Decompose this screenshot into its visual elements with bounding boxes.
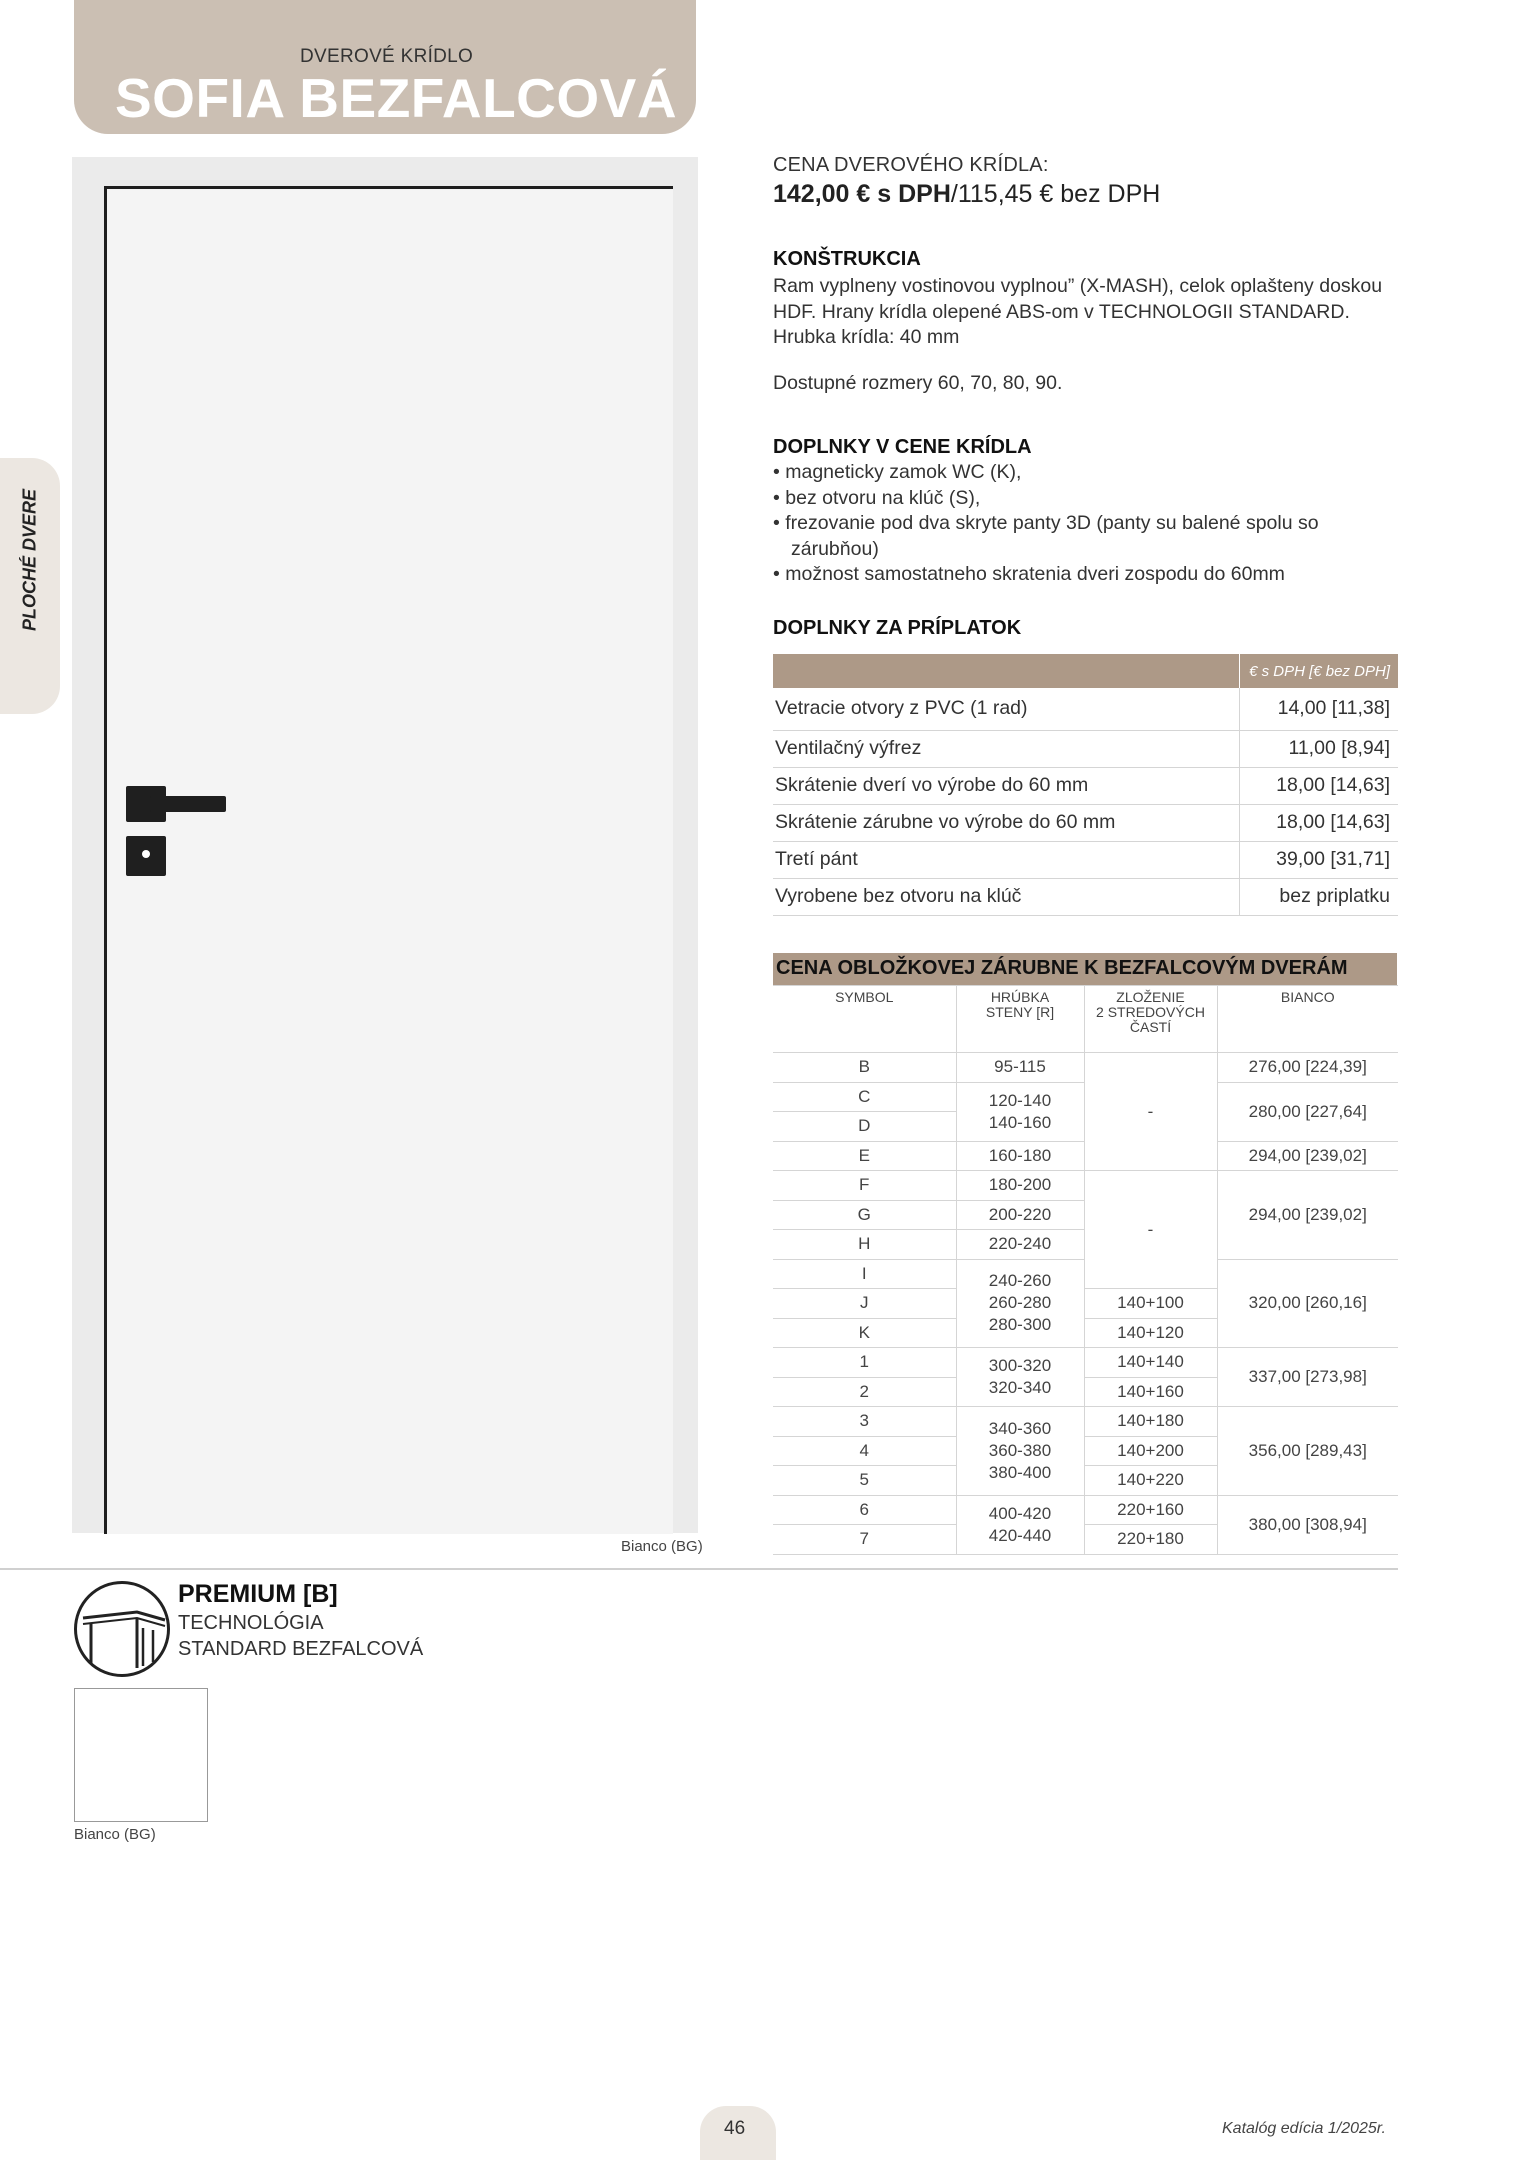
price-without-vat: /115,45 € bez DPH (950, 180, 1161, 208)
page-number: 46 (724, 2118, 746, 2139)
technology-title: PREMIUM [B] (178, 1580, 338, 1608)
surcharge-item: Skrátenie zárubne vo výrobe do 60 mm (773, 804, 1240, 841)
price-cell: 337,00 [273,98] (1217, 1348, 1398, 1407)
thickness-value: 300-320 (988, 1356, 1052, 1375)
thickness-header-line: HRÚBKA (990, 989, 1050, 1005)
composition-cell: 140+200 (1084, 1436, 1217, 1466)
symbol-cell: I (773, 1259, 956, 1289)
table-row (773, 1348, 1398, 1378)
symbol-cell: E (773, 1141, 956, 1171)
surcharge-price: 18,00 [14,63] (1240, 804, 1399, 841)
surcharge-price: 18,00 [14,63] (1240, 767, 1399, 804)
construction-text (773, 274, 1405, 351)
thickness-header-line: STENY [R] (985, 1004, 1055, 1020)
price-cell: 294,00 [239,02] (1217, 1171, 1398, 1260)
symbol-cell: J (773, 1289, 956, 1319)
symbol-cell: C (773, 1082, 956, 1112)
catalog-edition: Katalóg edícia 1/2025r. (1222, 2120, 1386, 2137)
list-item: • možnost samostatneho skratenia dveri zospodu do 60mm (773, 562, 1405, 588)
thickness-cell (956, 1495, 1084, 1554)
composition-cell: 140+100 (1084, 1289, 1217, 1319)
composition-cell: 140+180 (1084, 1407, 1217, 1437)
symbol-cell: F (773, 1171, 956, 1201)
symbol-cell: H (773, 1230, 956, 1260)
included-heading: DOPLNKY V CENE KRÍDLA (773, 436, 1032, 458)
composition-cell: 140+160 (1084, 1377, 1217, 1407)
symbol-cell: 7 (773, 1525, 956, 1555)
symbol-cell: 1 (773, 1348, 956, 1378)
price-cell: 280,00 [227,64] (1217, 1082, 1398, 1141)
construction-heading: KONŠTRUKCIA (773, 248, 921, 270)
thickness-value: 140-160 (988, 1112, 1052, 1132)
door-frame-technology-icon (74, 1581, 170, 1677)
thickness-value: 420-440 (988, 1525, 1052, 1545)
table-row (773, 730, 1398, 767)
list-item: • bez otvoru na klúč (S), (773, 486, 1405, 512)
thickness-cell: 220-240 (956, 1230, 1084, 1260)
thickness-value: 380-400 (988, 1462, 1052, 1482)
table-row (773, 1407, 1398, 1437)
color-column-header: BIANCO (1217, 986, 1398, 1053)
price-label: CENA DVEROVÉHO KRÍDLA: (773, 154, 1049, 176)
composition-cell: 220+180 (1084, 1525, 1217, 1555)
symbol-cell: 5 (773, 1466, 956, 1496)
symbol-cell: 2 (773, 1377, 956, 1407)
table-row (773, 767, 1398, 804)
composition-cell: - (1084, 1171, 1217, 1289)
thickness-cell (956, 1348, 1084, 1407)
thickness-value: 320-340 (988, 1378, 1052, 1397)
composition-cell: 140+220 (1084, 1466, 1217, 1496)
thickness-cell: 200-220 (956, 1200, 1084, 1230)
composition-cell: 220+160 (1084, 1495, 1217, 1525)
thickness-cell: 95-115 (956, 1053, 1084, 1083)
list-item: • frezovanie pod dva skryte panty 3D (panty su balené spolu so zárubňou) (773, 511, 1405, 562)
price-cell: 356,00 [289,43] (1217, 1407, 1398, 1496)
surcharge-price: bez priplatku (1240, 878, 1399, 915)
table-row (773, 841, 1398, 878)
price-cell: 320,00 [260,16] (1217, 1259, 1398, 1348)
table-row (773, 1171, 1398, 1201)
thickness-value: 360-380 (988, 1440, 1052, 1460)
thickness-cell: 180-200 (956, 1171, 1084, 1201)
table-row (773, 804, 1398, 841)
price-column-header: € s DPH [€ bez DPH] (1240, 654, 1399, 688)
surcharge-price: 14,00 [11,38] (1240, 688, 1399, 730)
frame-table-title: CENA OBLOŽKOVEJ ZÁRUBNE K BEZFALCOVÝM DVERÁM (776, 957, 1348, 979)
table-header-row (773, 986, 1398, 1053)
price-with-vat: 142,00 € s DPH (773, 180, 951, 208)
table-row (773, 1053, 1398, 1083)
included-list (773, 460, 1405, 588)
composition-cell: 140+120 (1084, 1318, 1217, 1348)
symbol-cell: K (773, 1318, 956, 1348)
price-cell: 380,00 [308,94] (1217, 1495, 1398, 1554)
available-sizes: Dostupné rozmery 60, 70, 80, 90. (773, 372, 1063, 394)
price-line (773, 180, 1160, 209)
table-row (773, 688, 1398, 730)
header-subtitle: DVEROVÉ KRÍDLO (300, 46, 474, 67)
thickness-cell (956, 1082, 1084, 1141)
composition-header-line: 2 STREDOVÝCH (1096, 1004, 1205, 1020)
construction-thickness: Hrubka krídla: 40 mm (773, 326, 960, 348)
thickness-cell (956, 1259, 1084, 1348)
thickness-cell: 160-180 (956, 1141, 1084, 1171)
thickness-value: 340-360 (988, 1418, 1052, 1438)
thickness-value: 120-140 (988, 1090, 1052, 1110)
thickness-value: 260-280 (988, 1293, 1052, 1313)
symbol-cell: 3 (773, 1407, 956, 1437)
table-row (773, 878, 1398, 915)
table-row (773, 1495, 1398, 1525)
thickness-column-header (956, 986, 1084, 1053)
table-header-row (773, 654, 1398, 688)
swatch-caption: Bianco (BG) (74, 1826, 156, 1843)
surcharge-item: Skrátenie dverí vo výrobe do 60 mm (773, 767, 1240, 804)
price-cell: 294,00 [239,02] (1217, 1141, 1398, 1171)
thickness-value: 280-300 (988, 1315, 1052, 1335)
symbol-cell: D (773, 1112, 956, 1142)
surcharge-price: 11,00 [8,94] (1240, 730, 1399, 767)
symbol-cell: B (773, 1053, 956, 1083)
door-image-caption: Bianco (BG) (621, 1538, 703, 1555)
door-handle-lever (150, 796, 226, 812)
price-cell: 276,00 [224,39] (1217, 1053, 1398, 1083)
color-swatch-bianco (74, 1688, 208, 1822)
composition-cell: - (1084, 1053, 1217, 1171)
surcharge-item: Ventilačný výfrez (773, 730, 1240, 767)
surcharge-item: Vetracie otvory z PVC (1 rad) (773, 688, 1240, 730)
surcharge-item: Vyrobene bez otvoru na klúč (773, 878, 1240, 915)
frame-price-table (773, 985, 1398, 1555)
surcharge-price: 39,00 [31,71] (1240, 841, 1399, 878)
symbol-cell: G (773, 1200, 956, 1230)
symbol-cell: 4 (773, 1436, 956, 1466)
symbol-column-header: SYMBOL (773, 986, 956, 1053)
construction-description: Ram vyplneny vostinovou vyplnou” (X-MASH), celok oplašteny doskou HDF. Hrany krídla olepené ABS-om v TECHNOLOGII STANDARD. (773, 275, 1383, 323)
technology-line-2: STANDARD BEZFALCOVÁ (178, 1638, 424, 1660)
symbol-cell: 6 (773, 1495, 956, 1525)
page-title: SOFIA BEZFALCOVÁ (115, 67, 678, 129)
thickness-value: 400-420 (988, 1503, 1052, 1523)
surcharges-heading: DOPLNKY ZA PRÍPLATOK (773, 617, 1022, 639)
surcharges-table (773, 654, 1398, 916)
frame-profile-icon (77, 1584, 167, 1674)
side-category-label: PLOCHÉ DVERE (19, 488, 40, 632)
keyhole-icon (142, 850, 150, 858)
technology-line-1: TECHNOLÓGIA (178, 1612, 324, 1634)
list-item: • magneticky zamok WC (K), (773, 460, 1405, 486)
composition-column-header (1084, 986, 1217, 1053)
surcharge-item: Tretí pánt (773, 841, 1240, 878)
composition-cell: 140+140 (1084, 1348, 1217, 1378)
section-divider (0, 1568, 1398, 1570)
composition-header-line: ZLOŽENIE (1116, 989, 1185, 1005)
door-leaf (104, 186, 673, 1534)
thickness-cell (956, 1407, 1084, 1496)
thickness-value: 240-260 (988, 1271, 1052, 1291)
table-header-blank (773, 654, 1240, 688)
composition-header-line: ČASTÍ (1129, 1019, 1172, 1035)
